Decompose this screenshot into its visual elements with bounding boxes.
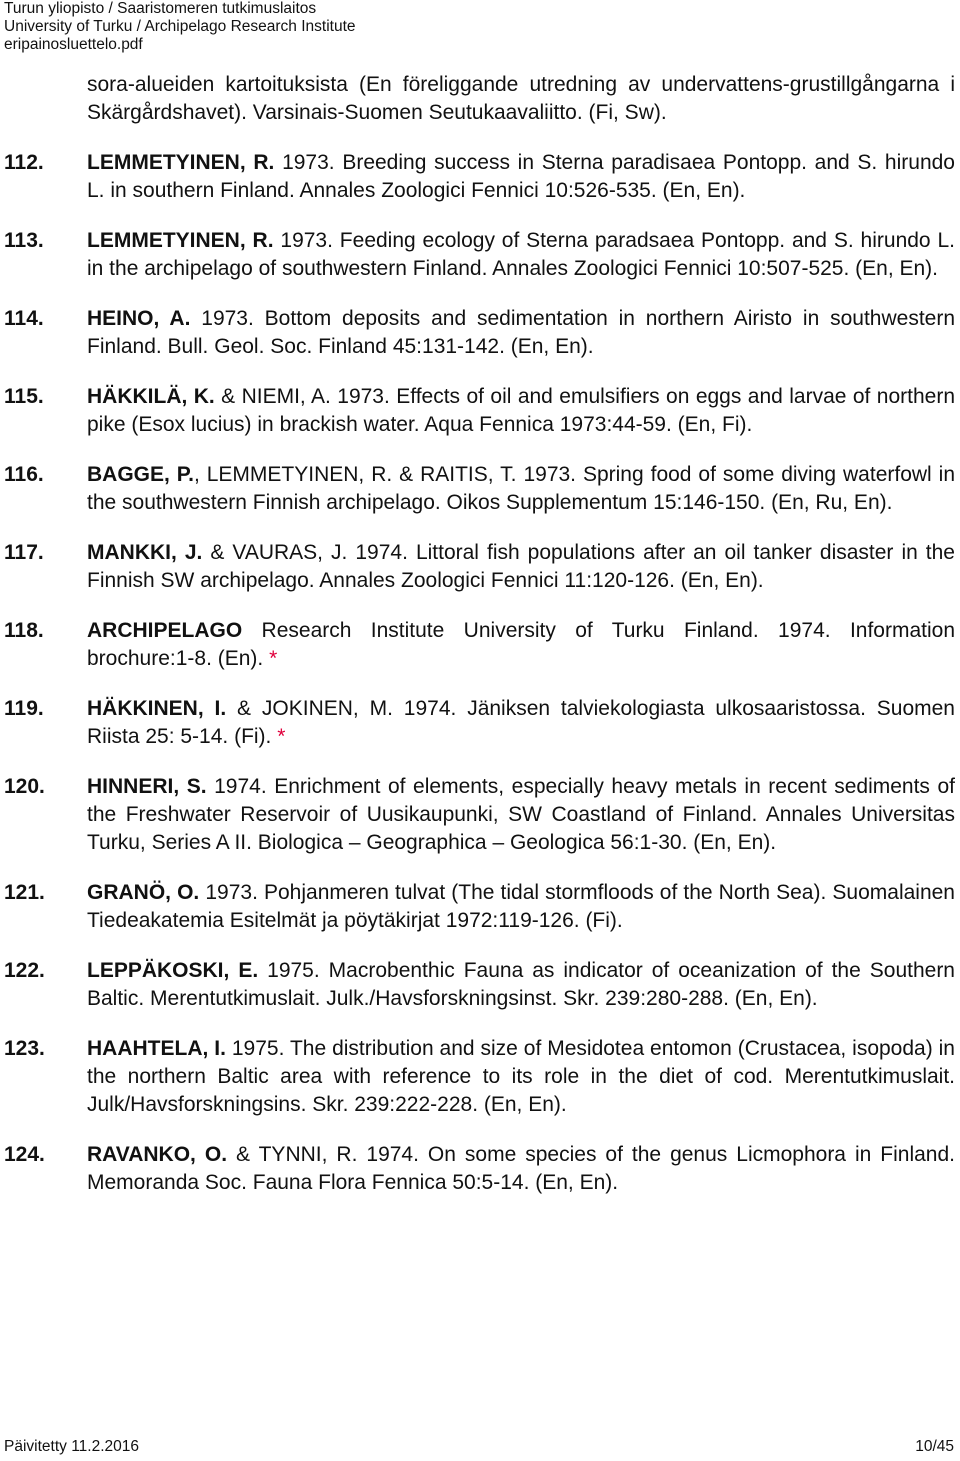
entry-authors: MANKKI, J. [87, 541, 203, 564]
entry-text: Research Institute University of Turku Finland. 1974. Information brochure:1-8. (En). [87, 619, 955, 670]
entry-number: 124. [4, 1143, 45, 1166]
entry-authors: HAAHTELA, I. [87, 1037, 226, 1060]
entry-number: 115. [4, 385, 44, 408]
entry-number: 112. [4, 151, 44, 174]
header-filename: eripainosluettelo.pdf [4, 36, 143, 53]
reference-entry [4, 539, 955, 595]
entry-authors: LEPPÄKOSKI, E. [87, 959, 259, 982]
entry-authors: BAGGE, P. [87, 463, 194, 486]
entry-text: & VAURAS, J. 1974. Littoral fish populations after an oil tanker disaster in the Finnish SW archipelago. Annales Zoologici Fennici 11:120-126. (En, En). [87, 541, 955, 592]
entry-number: 116. [4, 463, 44, 486]
entry-text: , LEMMETYINEN, R. & RAITIS, T. 1973. Spring food of some diving waterfowl in the southwestern Finnish archipelago. Oikos Supplementum 15:146-150. (En, Ru, En). [87, 463, 956, 514]
entry-number: 114. [4, 307, 44, 330]
entry-text: & TYNNI, R. 1974. On some species of the genus Licmophora in Finland. Memoranda Soc. Fauna Flora Fennica 50:5-14. (En, En). [87, 1143, 955, 1194]
continuation-text: sora-alueiden kartoituksista (En föreliggande utredning av undervattens-grustillgångarna i Skärgårdshavet). Varsinais-Suomen Seutukaavaliitto. (Fi, Sw). [87, 73, 955, 124]
entry-authors: HÄKKILÄ, K. [87, 385, 215, 408]
entry-number: 117. [4, 541, 44, 564]
page-number: 10/45 [915, 1438, 954, 1455]
header-institution-fi: Turun yliopisto / Saaristomeren tutkimuslaitos [4, 0, 317, 17]
reference-entry [4, 773, 955, 857]
entry-authors: LEMMETYINEN, R. [87, 229, 274, 252]
reference-entry [4, 305, 955, 361]
entry-number: 120. [4, 775, 45, 798]
reference-entry [4, 957, 955, 1013]
reference-entry [4, 695, 955, 751]
reference-entry [4, 461, 956, 517]
entry-text: 1973. Pohjanmeren tulvat (The tidal stormfloods of the North Sea). Suomalainen Tiedeakatemia Esitelmät ja pöytäkirjat 1972:119-126. (Fi). [87, 881, 955, 932]
entry-authors: ARCHIPELAGO [87, 619, 243, 642]
entry-authors: RAVANKO, O. [87, 1143, 228, 1166]
entry-number: 121. [4, 881, 45, 904]
entry-authors: HINNERI, S. [87, 775, 207, 798]
entry-number: 113. [4, 229, 44, 252]
entry-number: 119. [4, 697, 44, 720]
entry-authors: LEMMETYINEN, R. [87, 151, 275, 174]
entry-number: 123. [4, 1037, 45, 1060]
entry-text: 1973. Bottom deposits and sedimentation in northern Airisto in southwestern Finland. Bull. Geol. Soc. Finland 45:131-142. (En, En). [87, 307, 955, 358]
updated-date: Päivitetty 11.2.2016 [4, 1438, 139, 1455]
entry-star-marker: * [263, 647, 278, 670]
entry-number: 122. [4, 959, 45, 982]
entry-number: 118. [4, 619, 44, 642]
entry-text: 1975. Macrobenthic Fauna as indicator of oceanization of the Southern Baltic. Merentutkimuslait. Julk./Havsforskningsinst. Skr. 239:280-288. (En, En). [87, 959, 955, 1010]
entry-text: 1973. Breeding success in Sterna paradisaea Pontopp. and S. hirundo L. in southern Finland. Annales Zoologici Fennici 10:526-535. (En, En). [87, 151, 955, 202]
entry-text: 1973. Feeding ecology of Sterna paradsaea Pontopp. and S. hirundo L. in the archipelago of southwestern Finland. Annales Zoologici Fennici 10:507-525. (En, En). [87, 229, 955, 280]
reference-entry [4, 617, 955, 673]
reference-entry [4, 227, 955, 283]
entry-authors: HEINO, A. [87, 307, 191, 330]
reference-entry [4, 1141, 955, 1197]
reference-entry [4, 879, 955, 935]
entry-star-marker: * [271, 725, 286, 748]
reference-entry [4, 1035, 955, 1119]
reference-list [4, 71, 956, 1219]
entries-container [4, 149, 956, 1197]
header-institution-en: University of Turku / Archipelago Research Institute [4, 18, 356, 35]
entry-authors: HÄKKINEN, I. [87, 697, 227, 720]
reference-entry [4, 383, 955, 439]
continuation-entry [87, 71, 955, 127]
entry-text: 1974. Enrichment of elements, especially heavy metals in recent sediments of the Freshwater Reservoir of Uusikaupunki, SW Coastland of Finland. Annales Universitas Turku, Series A II. Biologica – Geographica – Geologica 56:1-30. (En, En). [87, 775, 955, 854]
entry-text: & JOKINEN, M. 1974. Jäniksen talviekologiasta ulkosaaristossa. Suomen Riista 25: 5-14. (Fi). [87, 697, 955, 748]
reference-entry [4, 149, 955, 205]
entry-authors: GRANÖ, O. [87, 881, 200, 904]
entry-text: & NIEMI, A. 1973. Effects of oil and emulsifiers on eggs and larvae of northern pike (Esox lucius) in brackish water. Aqua Fennica 1973:44-59. (En, Fi). [87, 385, 955, 436]
page-header [4, 0, 356, 54]
entry-text: 1975. The distribution and size of Mesidotea entomon (Crustacea, isopoda) in the northern Baltic area with reference to its role in the diet of cod. Merentutkimuslait. Julk/Havsforskningsins. Skr. 239:222-228. (En, En). [87, 1037, 955, 1116]
